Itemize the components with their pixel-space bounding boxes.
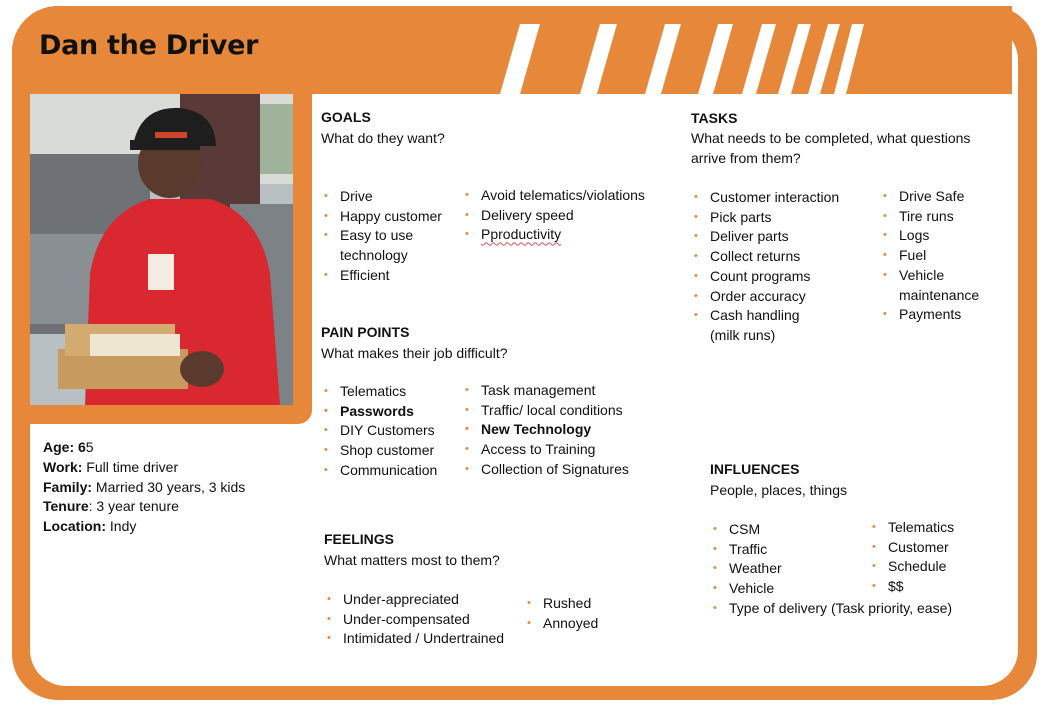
- list-item: • Cash handling (milk runs): [691, 306, 820, 345]
- list-item: • Under-appreciated: [324, 590, 529, 610]
- list-item: • Efficient: [321, 266, 446, 286]
- feelings-list-2: [524, 594, 634, 633]
- list-item: • Vehicle: [710, 579, 980, 599]
- list-item: • $$: [869, 577, 989, 597]
- list-item: • Delivery speed: [462, 206, 677, 226]
- list-item: • Type of delivery (Task priority, ease): [710, 599, 980, 619]
- list-item: • Traffic: [710, 540, 980, 560]
- profile-age: Age: 65: [43, 439, 94, 455]
- list-item: • Order accuracy: [691, 287, 871, 307]
- tasks-subtitle: What needs to be completed, what questions arrive from them?: [691, 130, 971, 166]
- feelings-title: FEELINGS: [324, 531, 395, 547]
- list-item: • Annoyed: [524, 614, 634, 634]
- driver-photo: [30, 94, 293, 405]
- list-item: • CSM: [710, 520, 980, 540]
- list-item: • Easy to use technology: [321, 226, 446, 265]
- list-item: • Customer: [869, 538, 989, 558]
- list-item: • Intimidated / Undertrained: [324, 629, 529, 649]
- profile-tenure: Tenure: 3 year tenure: [43, 498, 179, 515]
- list-item: • Telematics: [321, 382, 461, 402]
- list-item: • Logs: [880, 226, 1005, 246]
- profile-location: Location: Indy: [43, 518, 137, 535]
- list-item: • Drive Safe: [880, 187, 1005, 207]
- list-item: • Deliver parts: [691, 227, 871, 247]
- goals-title: GOALS: [321, 109, 371, 125]
- list-item: • Drive: [321, 187, 446, 207]
- list-item: • New Technology: [462, 420, 677, 440]
- pain-points-subtitle: What makes their job difficult?: [321, 345, 508, 361]
- feelings-list-1: [324, 590, 529, 649]
- persona-name: Dan the Driver: [39, 30, 259, 61]
- list-item: • Access to Training: [462, 440, 677, 460]
- influences-subtitle: People, places, things: [710, 482, 847, 498]
- tasks-list-2: [880, 187, 1005, 325]
- list-item: • Schedule: [869, 557, 989, 577]
- list-item: • Communication: [321, 461, 461, 481]
- profile-details: [43, 438, 245, 537]
- list-item: • Weather: [710, 559, 980, 579]
- list-item: • Payments: [880, 305, 1005, 325]
- list-item: • Rushed: [524, 594, 634, 614]
- goals-list-2: [462, 186, 677, 245]
- list-item: • Fuel: [880, 246, 1005, 266]
- pain-points-list-1: [321, 382, 461, 481]
- tasks-title: TASKS: [691, 110, 738, 126]
- list-item: • Under-compensated: [324, 610, 529, 630]
- list-item: • Count programs: [691, 267, 871, 287]
- list-item: • Pproductivity: [462, 225, 677, 245]
- profile-family: Family: Married 30 years, 3 kids: [43, 478, 246, 495]
- list-item: • Traffic/ local conditions: [462, 401, 677, 421]
- list-item: • Telematics: [869, 518, 989, 538]
- list-item: • Customer interaction: [691, 188, 871, 208]
- list-item: • Task management: [462, 381, 677, 401]
- goals-list-1: [321, 187, 446, 286]
- list-item: • Tire runs: [880, 207, 1005, 227]
- pain-points-title: PAIN POINTS: [321, 324, 410, 340]
- pain-points-list-2: [462, 381, 677, 480]
- list-item: • Avoid telematics/violations: [462, 186, 677, 206]
- goals-subtitle: What do they want?: [321, 130, 445, 146]
- profile-work: Work: Full time driver: [43, 458, 179, 475]
- list-item: • DIY Customers: [321, 421, 461, 441]
- tasks-list-1: [691, 188, 871, 346]
- list-item: • Passwords: [321, 402, 461, 422]
- influences-list-2: [869, 518, 989, 597]
- list-item: • Shop customer: [321, 441, 461, 461]
- list-item: • Happy customer: [321, 207, 446, 227]
- list-item: • Collect returns: [691, 247, 871, 267]
- list-item: • Collection of Signatures: [462, 460, 677, 480]
- list-item: • Vehicle maintenance: [880, 266, 989, 305]
- list-item: • Pick parts: [691, 208, 871, 228]
- feelings-subtitle: What matters most to them?: [324, 552, 500, 568]
- influences-title: INFLUENCES: [710, 461, 800, 477]
